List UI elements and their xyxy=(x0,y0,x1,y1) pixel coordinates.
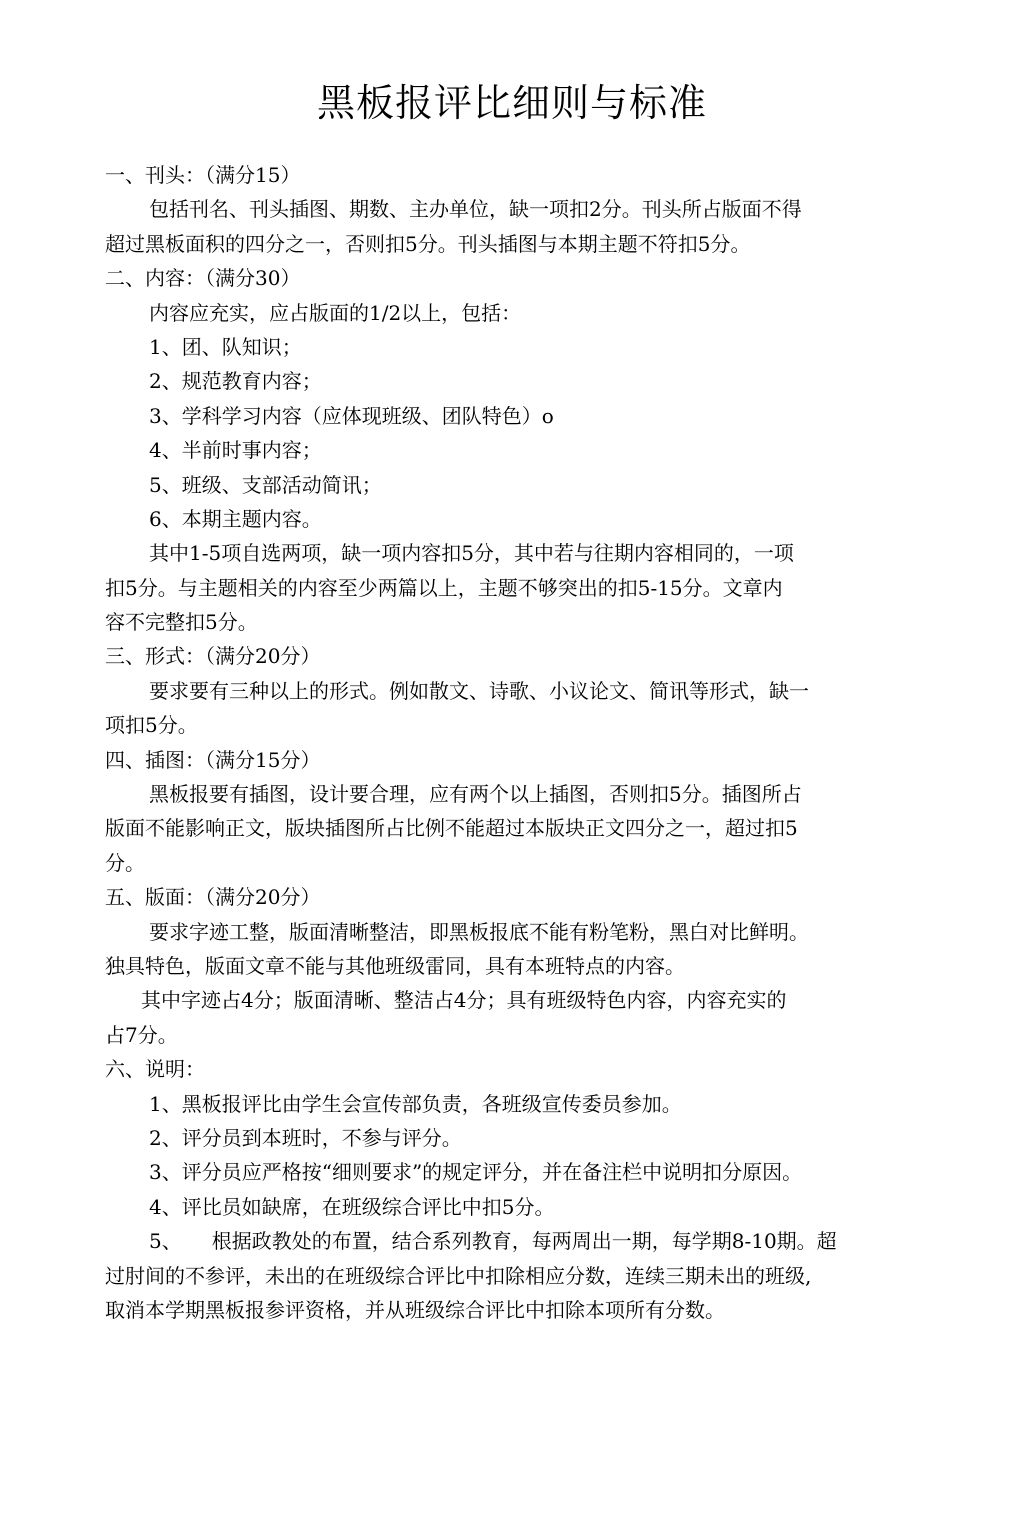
paragraph-line: 独具特色，版面文章不能与其他班级雷同，具有本班特点的内容。 xyxy=(105,953,685,978)
list-item: 3、学科学习内容（应体现班级、团队特色）o xyxy=(149,403,554,428)
list-item: 5、班级、支部活动简讯； xyxy=(149,472,382,497)
paragraph-line: 要求字迹工整，版面清晰整洁，即黑板报底不能有粉笔粉，黑白对比鲜明。 xyxy=(149,919,809,944)
document-title: 黑板报评比细则与标准 xyxy=(316,81,707,125)
list-item-number: 5、 xyxy=(149,1229,182,1254)
list-item: 3、评分员应严格按“细则要求”的规定评分，并在备注栏中说明扣分原因。 xyxy=(149,1160,803,1185)
paragraph-line: 包括刊名、刊头插图、期数、主办单位，缺一项扣2分。刊头所占版面不得 xyxy=(149,197,802,222)
paragraph-line: 扣5分。与主题相关的内容至少两篇以上，主题不够突出的扣5-15分。文章内 xyxy=(105,575,783,600)
section-heading-layout: 五、版面：（满分20分） xyxy=(105,885,321,910)
paragraph-line: 容不完整扣5分。 xyxy=(105,610,258,635)
document-body xyxy=(105,158,915,1327)
list-item: 2、规范教育内容； xyxy=(149,369,322,394)
list-item xyxy=(105,1224,915,1258)
list-item: 1、黑板报评比由学生会宣传部负责，各班级宣传委员参加。 xyxy=(149,1091,682,1116)
paragraph-line: 取消本学期黑板报参评资格，并从班级综合评比中扣除本项所有分数。 xyxy=(105,1297,725,1322)
paragraph-line: 其中字迹占4分；版面清晰、整洁占4分；具有班级特色内容，内容充实的 xyxy=(141,988,787,1013)
paragraph-line: 要求要有三种以上的形式。例如散文、诗歌、小议论文、简讯等形式，缺一 xyxy=(149,678,809,703)
paragraph-line: 分。 xyxy=(105,850,145,875)
section-heading-illustration: 四、插图：（满分15分） xyxy=(105,747,321,772)
section-heading-form: 三、形式：（满分20分） xyxy=(105,644,321,669)
list-item: 4、半前时事内容； xyxy=(149,438,322,463)
paragraph-line: 黑板报要有插图，设计要合理，应有两个以上插图，否则扣5分。插图所占 xyxy=(149,782,802,807)
list-item: 4、评比员如缺席，在班级综合评比中扣5分。 xyxy=(149,1194,555,1219)
paragraph-line: 其中1-5项自选两项，缺一项内容扣5分，其中若与往期内容相同的，一项 xyxy=(149,541,794,566)
paragraph-line: 超过黑板面积的四分之一，否则扣5分。刊头插图与本期主题不符扣5分。 xyxy=(105,231,751,256)
list-item: 2、评分员到本班时，不参与评分。 xyxy=(149,1125,462,1150)
paragraph-line: 项扣5分。 xyxy=(105,713,198,738)
section-heading-masthead: 一、刊头：（满分15） xyxy=(105,163,301,187)
paragraph-line: 占7分。 xyxy=(105,1022,178,1047)
list-item: 1、团、队知识； xyxy=(149,334,302,359)
paragraph-line: 版面不能影响正文，版块插图所占比例不能超过本版块正文四分之一，超过扣5 xyxy=(105,816,798,841)
list-item: 6、本期主题内容。 xyxy=(149,506,322,531)
list-item-text: 根据政教处的布置，结合系列教育，每两周出一期，每学期8-10期。超 xyxy=(211,1229,837,1254)
section-heading-notes: 六、说明： xyxy=(105,1057,205,1082)
section-heading-content: 二、内容：（满分30） xyxy=(105,266,301,291)
paragraph-line: 内容应充实，应占版面的1/2以上，包括： xyxy=(149,300,522,325)
paragraph-line: 过肘间的不参评，未出的在班级综合评比中扣除相应分数，连续三期未出的班级, xyxy=(105,1263,812,1288)
